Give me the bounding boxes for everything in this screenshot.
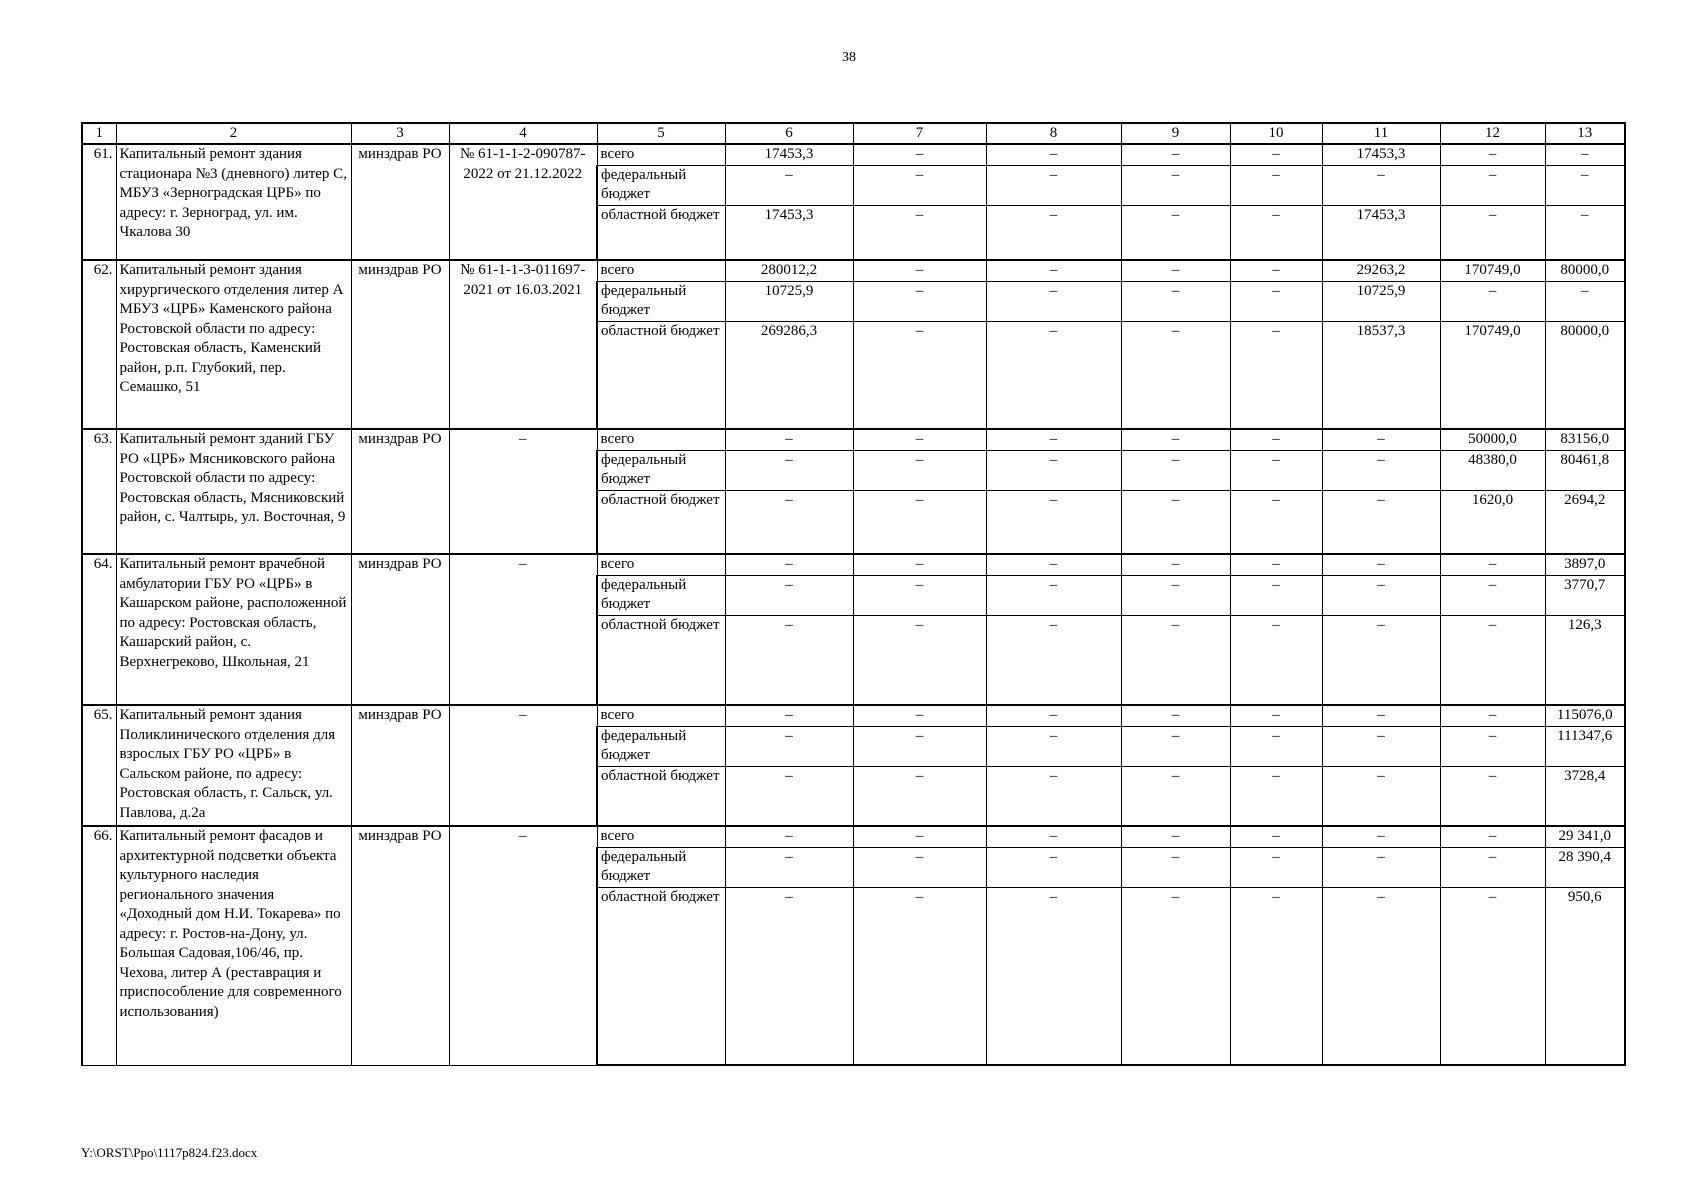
amount-cell: –: [986, 887, 1121, 1065]
footer-file-path: Y:\ORST\Ppo\1117p824.f23.docx: [81, 1145, 258, 1160]
amount-cell: –: [1230, 281, 1322, 321]
amount-cell: –: [986, 165, 1121, 205]
funding-source: областной бюджет: [597, 205, 725, 260]
amount-cell: 10725,9: [1322, 281, 1440, 321]
executor: минздрав РО: [351, 144, 449, 260]
amount-cell: –: [853, 726, 986, 766]
amount-cell: –: [853, 615, 986, 705]
amount-cell: –: [725, 766, 853, 826]
amount-cell: –: [1322, 705, 1440, 726]
amount-cell: –: [986, 575, 1121, 615]
amount-cell: –: [986, 766, 1121, 826]
amount-cell: 29 341,0: [1545, 826, 1625, 847]
amount-cell: –: [986, 615, 1121, 705]
amount-cell: –: [1322, 575, 1440, 615]
document-ref: –: [449, 705, 597, 826]
funding-source: областной бюджет: [597, 321, 725, 429]
amount-cell: –: [1322, 726, 1440, 766]
amount-cell: –: [1230, 321, 1322, 429]
amount-cell: –: [986, 144, 1121, 165]
amount-cell: 3728,4: [1545, 766, 1625, 826]
amount-cell: –: [853, 575, 986, 615]
funding-source: областной бюджет: [597, 766, 725, 826]
amount-cell: –: [986, 429, 1121, 450]
amount-cell: –: [853, 887, 986, 1065]
table-row: [82, 429, 1625, 450]
amount-cell: 28 390,4: [1545, 847, 1625, 887]
row-number: 63.: [82, 429, 116, 554]
amount-cell: –: [1230, 826, 1322, 847]
amount-cell: –: [1440, 144, 1545, 165]
amount-cell: –: [1322, 490, 1440, 554]
amount-cell: –: [1121, 321, 1230, 429]
column-number: 2: [116, 123, 351, 144]
amount-cell: –: [1322, 554, 1440, 575]
column-number: 10: [1230, 123, 1322, 144]
object-name: Капитальный ремонт врачебной амбулатории ГБУ РО «ЦРБ» в Кашарском районе, расположенной по адресу: Ростовская область, Кашарский район, с. Верхнегреково, Школьная, 21: [116, 554, 351, 705]
amount-cell: –: [853, 281, 986, 321]
funding-source: всего: [597, 826, 725, 847]
row-number: 64.: [82, 554, 116, 705]
amount-cell: –: [1121, 887, 1230, 1065]
amount-cell: –: [1440, 726, 1545, 766]
amount-cell: –: [853, 554, 986, 575]
funding-source: федеральный бюджет: [597, 281, 725, 321]
executor: минздрав РО: [351, 429, 449, 554]
amount-cell: 17453,3: [725, 205, 853, 260]
amount-cell: –: [1440, 826, 1545, 847]
amount-cell: 83156,0: [1545, 429, 1625, 450]
amount-cell: 3770,7: [1545, 575, 1625, 615]
amount-cell: –: [986, 281, 1121, 321]
amount-cell: –: [1230, 705, 1322, 726]
object-name: Капитальный ремонт фасадов и архитектурной подсветки объекта культурного наследия регионального значения «Доходный дом Н.И. Токарева» по адресу: г. Ростов-на-Дону, ул. Большая Садовая,106/46, пр. Чехова, литер А (реставрация и приспособление для современного использования): [116, 826, 351, 1065]
amount-cell: –: [725, 705, 853, 726]
funding-source: всего: [597, 144, 725, 165]
amount-cell: –: [1322, 847, 1440, 887]
amount-cell: –: [1230, 887, 1322, 1065]
funding-source: всего: [597, 554, 725, 575]
amount-cell: –: [1121, 205, 1230, 260]
column-numbers-row: [82, 123, 1625, 144]
funding-source: федеральный бюджет: [597, 575, 725, 615]
amount-cell: 17453,3: [1322, 144, 1440, 165]
amount-cell: –: [725, 575, 853, 615]
amount-cell: –: [1322, 766, 1440, 826]
executor: минздрав РО: [351, 705, 449, 826]
amount-cell: –: [853, 705, 986, 726]
amount-cell: –: [725, 887, 853, 1065]
column-number: 4: [449, 123, 597, 144]
amount-cell: –: [986, 826, 1121, 847]
amount-cell: –: [986, 726, 1121, 766]
amount-cell: –: [986, 490, 1121, 554]
table-row: [82, 826, 1625, 847]
amount-cell: 115076,0: [1545, 705, 1625, 726]
funding-source: федеральный бюджет: [597, 165, 725, 205]
row-number: 65.: [82, 705, 116, 826]
amount-cell: –: [986, 321, 1121, 429]
object-name: Капитальный ремонт зданий ГБУ РО «ЦРБ» Мясниковского района Ростовской области по адресу: Ростовская область, Мясниковский район, с. Чалтырь, ул. Восточная, 9: [116, 429, 351, 554]
amount-cell: –: [1121, 281, 1230, 321]
amount-cell: 3897,0: [1545, 554, 1625, 575]
amount-cell: 50000,0: [1440, 429, 1545, 450]
amount-cell: –: [1230, 450, 1322, 490]
amount-cell: –: [1230, 260, 1322, 281]
amount-cell: –: [853, 766, 986, 826]
amount-cell: –: [1230, 726, 1322, 766]
amount-cell: –: [1230, 490, 1322, 554]
funding-source: федеральный бюджет: [597, 450, 725, 490]
amount-cell: 269286,3: [725, 321, 853, 429]
amount-cell: –: [853, 321, 986, 429]
amount-cell: –: [1322, 615, 1440, 705]
amount-cell: 111347,6: [1545, 726, 1625, 766]
amount-cell: 126,3: [1545, 615, 1625, 705]
amount-cell: –: [1121, 826, 1230, 847]
amount-cell: –: [725, 429, 853, 450]
amount-cell: –: [725, 615, 853, 705]
funding-source: областной бюджет: [597, 887, 725, 1065]
amount-cell: –: [1121, 847, 1230, 887]
column-number: 8: [986, 123, 1121, 144]
amount-cell: –: [725, 165, 853, 205]
amount-cell: –: [1440, 766, 1545, 826]
column-number: 9: [1121, 123, 1230, 144]
amount-cell: 48380,0: [1440, 450, 1545, 490]
amount-cell: –: [1121, 490, 1230, 554]
amount-cell: –: [1440, 281, 1545, 321]
document-ref: –: [449, 429, 597, 554]
amount-cell: –: [1230, 429, 1322, 450]
amount-cell: –: [1545, 281, 1625, 321]
amount-cell: 29263,2: [1322, 260, 1440, 281]
amount-cell: –: [986, 450, 1121, 490]
amount-cell: –: [725, 826, 853, 847]
column-number: 3: [351, 123, 449, 144]
column-number: 5: [597, 123, 725, 144]
column-number: 6: [725, 123, 853, 144]
amount-cell: –: [853, 144, 986, 165]
object-name: Капитальный ремонт здания хирургического отделения литер А МБУЗ «ЦРБ» Каменского района Ростовской области по адресу: Ростовская область, Каменский район, р.п. Глубокий, пер. Семашко, 51: [116, 260, 351, 429]
amount-cell: 17453,3: [725, 144, 853, 165]
amount-cell: –: [1545, 205, 1625, 260]
amount-cell: –: [986, 705, 1121, 726]
amount-cell: 80461,8: [1545, 450, 1625, 490]
amount-cell: –: [986, 847, 1121, 887]
table-row: [82, 705, 1625, 726]
amount-cell: –: [853, 205, 986, 260]
executor: минздрав РО: [351, 554, 449, 705]
funding-source: областной бюджет: [597, 490, 725, 554]
column-number: 11: [1322, 123, 1440, 144]
amount-cell: –: [1121, 554, 1230, 575]
amount-cell: –: [1121, 450, 1230, 490]
amount-cell: –: [1121, 429, 1230, 450]
amount-cell: 18537,3: [1322, 321, 1440, 429]
amount-cell: –: [725, 847, 853, 887]
amount-cell: 10725,9: [725, 281, 853, 321]
document-ref: № 61-1-1-2-090787-2022 от 21.12.2022: [449, 144, 597, 260]
table-row: [82, 554, 1625, 575]
funding-source: всего: [597, 429, 725, 450]
amount-cell: –: [1121, 144, 1230, 165]
page-number: 38: [842, 50, 856, 65]
table-row: [82, 144, 1625, 165]
amount-cell: –: [1121, 575, 1230, 615]
amount-cell: 17453,3: [1322, 205, 1440, 260]
amount-cell: –: [853, 165, 986, 205]
amount-cell: –: [986, 554, 1121, 575]
funding-source: федеральный бюджет: [597, 847, 725, 887]
amount-cell: 80000,0: [1545, 260, 1625, 281]
row-number: 61.: [82, 144, 116, 260]
amount-cell: –: [1230, 554, 1322, 575]
amount-cell: 80000,0: [1545, 321, 1625, 429]
amount-cell: –: [1230, 205, 1322, 260]
amount-cell: –: [1121, 766, 1230, 826]
amount-cell: –: [725, 490, 853, 554]
row-number: 66.: [82, 826, 116, 1065]
amount-cell: –: [725, 450, 853, 490]
amount-cell: –: [853, 429, 986, 450]
amount-cell: –: [1230, 144, 1322, 165]
amount-cell: –: [1322, 450, 1440, 490]
amount-cell: –: [986, 205, 1121, 260]
amount-cell: –: [1230, 165, 1322, 205]
amount-cell: –: [725, 554, 853, 575]
amount-cell: 950,6: [1545, 887, 1625, 1065]
executor: минздрав РО: [351, 826, 449, 1065]
object-name: Капитальный ремонт здания Поликлинического отделения для взрослых ГБУ РО «ЦРБ» в Сальском районе, по адресу: Ростовская область, г. Сальск, ул. Павлова, д.2а: [116, 705, 351, 826]
amount-cell: –: [1322, 165, 1440, 205]
table-row: [82, 260, 1625, 281]
amount-cell: 170749,0: [1440, 321, 1545, 429]
column-number: 7: [853, 123, 986, 144]
funding-source: федеральный бюджет: [597, 726, 725, 766]
column-number: 13: [1545, 123, 1625, 144]
amount-cell: –: [1440, 705, 1545, 726]
amount-cell: –: [1322, 429, 1440, 450]
object-name: Капитальный ремонт здания стационара №3 (дневного) литер С, МБУЗ «Зерноградская ЦРБ» по адресу: г. Зерноград, ул. им. Чкалова 30: [116, 144, 351, 260]
amount-cell: –: [853, 847, 986, 887]
amount-cell: 280012,2: [725, 260, 853, 281]
amount-cell: –: [1440, 887, 1545, 1065]
document-ref: № 61-1-1-3-011697-2021 от 16.03.2021: [449, 260, 597, 429]
funding-source: областной бюджет: [597, 615, 725, 705]
column-number: 12: [1440, 123, 1545, 144]
amount-cell: –: [725, 726, 853, 766]
amount-cell: –: [853, 450, 986, 490]
amount-cell: –: [1440, 847, 1545, 887]
amount-cell: –: [853, 490, 986, 554]
amount-cell: –: [1545, 165, 1625, 205]
amount-cell: –: [1121, 615, 1230, 705]
executor: минздрав РО: [351, 260, 449, 429]
amount-cell: –: [1230, 847, 1322, 887]
amount-cell: –: [1440, 615, 1545, 705]
amount-cell: –: [1230, 615, 1322, 705]
amount-cell: –: [853, 260, 986, 281]
row-number: 62.: [82, 260, 116, 429]
amount-cell: –: [1230, 575, 1322, 615]
amount-cell: 1620,0: [1440, 490, 1545, 554]
document-ref: –: [449, 826, 597, 1065]
amount-cell: –: [1322, 887, 1440, 1065]
amount-cell: –: [1230, 766, 1322, 826]
funding-source: всего: [597, 705, 725, 726]
funding-table: [81, 122, 1626, 1066]
amount-cell: –: [1121, 260, 1230, 281]
amount-cell: –: [1440, 575, 1545, 615]
funding-source: всего: [597, 260, 725, 281]
amount-cell: –: [1121, 726, 1230, 766]
amount-cell: –: [1440, 554, 1545, 575]
amount-cell: –: [1322, 826, 1440, 847]
amount-cell: –: [853, 826, 986, 847]
document-ref: –: [449, 554, 597, 705]
amount-cell: 2694,2: [1545, 490, 1625, 554]
amount-cell: –: [1545, 144, 1625, 165]
amount-cell: –: [1440, 205, 1545, 260]
amount-cell: –: [1440, 165, 1545, 205]
amount-cell: 170749,0: [1440, 260, 1545, 281]
amount-cell: –: [986, 260, 1121, 281]
amount-cell: –: [1121, 165, 1230, 205]
amount-cell: –: [1121, 705, 1230, 726]
column-number: 1: [82, 123, 116, 144]
